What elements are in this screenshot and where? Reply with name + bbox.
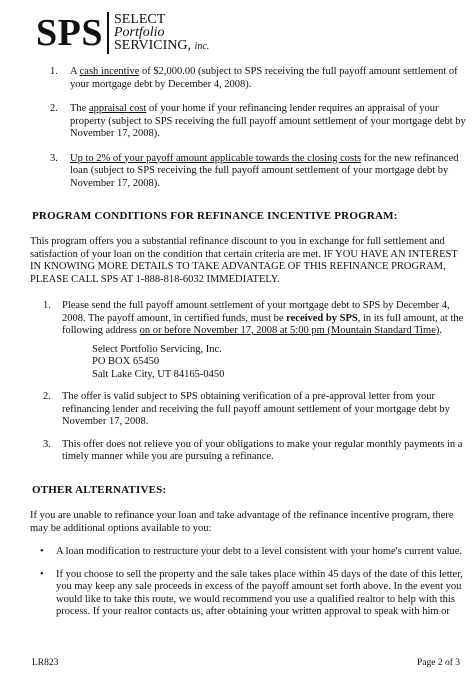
sps-logo [36,8,209,58]
item-text: . [439,325,442,336]
item-text: If you choose to sell the property and the sale takes place within 45 days of the date of this letter, you may keep any sale proceeds in excess of the payoff amount set forth above. In the event you would like to take this route, we would recommend you use a qualified realtor to help with this process. If your realtor contacts us, after obtaining your written approval to speak with him or [56,568,463,617]
item-number: 2. [43,391,51,402]
page-number: Page 2 of 3 [416,658,460,668]
form-code: LR823 [32,658,59,668]
item-underlined: cash incentive [79,66,140,77]
condition-item [30,391,468,429]
logo-mark: SPS [36,12,103,54]
conditions-heading: PROGRAM CONDITIONS FOR REFINANCE INCENTIVE PROGRAM: [32,210,398,222]
item-text: This offer does not relieve you of your obligations to make your regular monthly payments in a timely manner while you are pursuing a refinance. [62,438,463,462]
item-text: A loan modification to restructure your debt to a level consistent with your home's current value. [56,546,463,557]
logo-line-3-suffix: inc. [194,41,210,52]
item-text: of $2,000.00 (subject to SPS receiving the full payoff amount settlement of your mortgage debt by December 4, 2008). [70,66,458,90]
item-underlined: Up to 2% of your payoff amount applicable towards the closing costs [70,152,362,164]
item-underlined: appraisal cost [88,103,147,114]
item-lead: The [70,103,87,114]
item-bold: received by SPS [286,312,358,324]
alternative-item [30,569,468,619]
logo-wordmark [114,13,209,53]
address-line: Select Portfolio Servicing, Inc. [92,343,222,355]
condition-item [30,300,468,381]
item-number: 3. [50,152,58,164]
item-text: , in its full amount, at the following address [62,312,464,336]
item-number: 3. [43,438,51,450]
incentive-list [40,66,468,202]
alternatives-list [30,546,468,629]
alternatives-heading: OTHER ALTERNATIVES: [32,484,167,496]
item-text: Please send the full payoff amount settlement of your mortgage debt to SPS by December 4, 2008. The payoff amount, in certified funds, must be [62,300,450,324]
conditions-list [30,300,468,474]
address-line: Salt Lake City, UT 84165-0450 [92,368,225,380]
logo-line-3-main: SERVICING, [113,38,192,53]
alternative-item [30,546,468,559]
alternatives-intro: If you are unable to refinance your loan and take advantage of the refinance incentive program, there may be additional options available to you: [30,510,454,534]
logo-divider [107,12,109,54]
item-text: for the new refinanced loan (subject to SPS receiving the full payoff amount settlement of your mortgage debt by November 17, 2008). [70,152,459,189]
item-number: 1. [50,66,58,77]
item-number: 2. [50,103,58,114]
condition-item [30,439,468,464]
item-text: of your home if your refinancing lender requires an appraisal of your property (subject to SPS receiving the full payoff amount settlement of your mortgage debt by November 17, 2008). [70,103,466,139]
address-line: PO BOX 65450 [92,356,160,367]
item-deadline: on or before November 17, 2008 at 5:00 pm (Mountain Standard Time) [139,325,440,336]
item-number: 1. [43,300,51,311]
logo-line-1: SELECT [113,12,166,27]
item-text: The offer is valid subject to SPS obtaining verification of a pre-approval letter from your refinancing lender and receiving the full payoff amount settlement of your mortgage debt by November 17, 2008. [62,391,450,427]
conditions-intro: This program offers you a substantial refinance discount to you in exchange for full settlement and satisfaction of your loan on the condition that certain criteria are met. IF YOU HAVE AN INTEREST IN KNOWING MORE DETAILS TO TAKE ADVANTAGE OF THIS REFINANCE PROGRAM, PLEASE CALL SPS AT 1-888-818-6032 IMMEDIATELY. [30,236,458,285]
item-lead: A [70,66,78,77]
incentive-item [40,153,468,191]
mailing-address [92,344,468,382]
incentive-item [40,66,468,91]
logo-line-3 [114,39,209,53]
incentive-item [40,103,468,141]
logo-line-2: Portfolio [113,25,165,40]
bullet-icon: • [40,546,44,557]
bullet-icon: • [40,568,44,580]
